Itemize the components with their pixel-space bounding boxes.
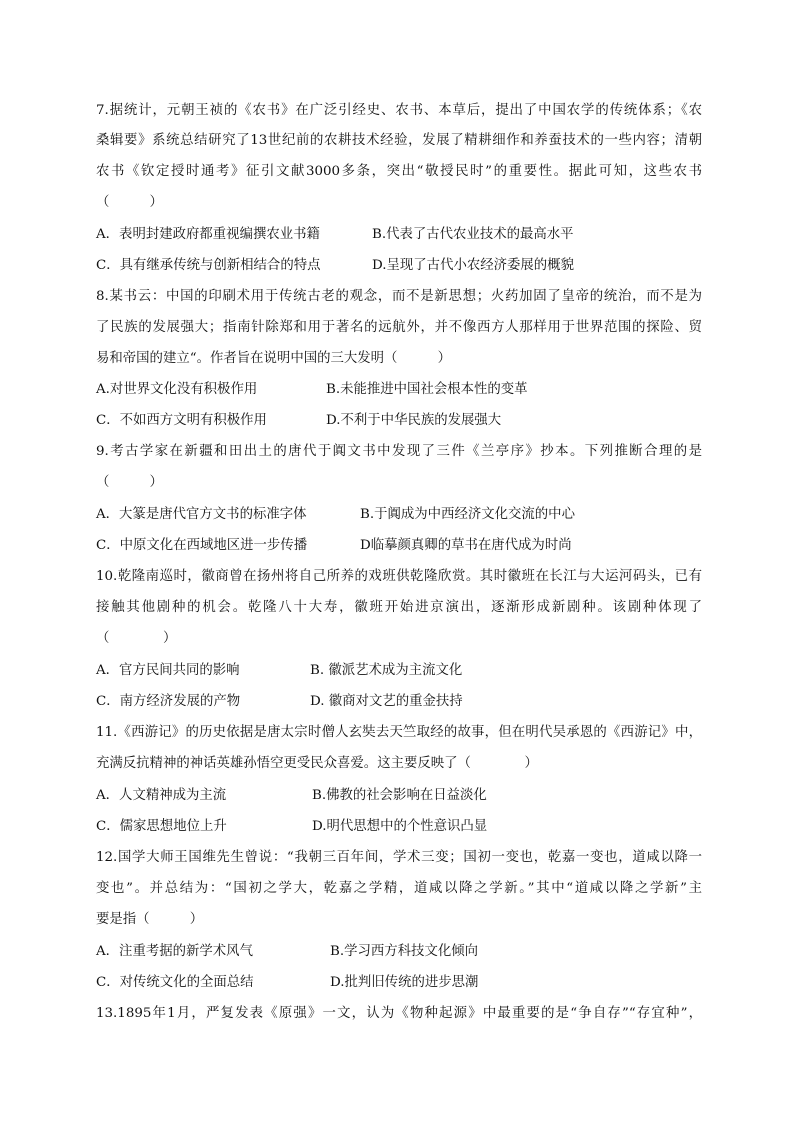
q8-stem-line-3: 易和帝国的建立“。作者旨在说明中国的三大发明（ ） (96, 351, 451, 366)
q9-option-c: C．中原文化在西域地区进一步传播 (96, 538, 308, 553)
q10-answer-blank: （ ） (96, 631, 177, 646)
q11-stem-line-2: 充满反抗精神的神话英雄孙悟空更受民众喜爱。这主要反映了（ ） (96, 756, 538, 771)
q8-stem-line-1: 8.某书云：中国的印刷术用于传统古老的观念，而不是新思想；火药加固了皇帝的统治，而不是为 (96, 289, 702, 304)
q9-option-b: B.于阗成为中西经济文化交流的中心 (360, 507, 575, 522)
q9-answer-blank: （ ） (96, 475, 163, 490)
q10-stem-line-2: 接触其他剧种的机会。乾隆八十大寿，徽班开始进京演出，逐渐形成新剧种。该剧种体现了 (96, 600, 702, 615)
q9-stem-line-1: 9.考古学家在新疆和田出土的唐代于阗文书中发现了三件《兰亭序》抄本。下列推断合理的是 (96, 444, 702, 459)
q8-stem-line-2: 了民族的发展强大；指南针除郑和用于著名的远航外，并不像西方人那样用于世界范围的探险、贸 (96, 320, 702, 335)
q9-option-d: D临摹颜真卿的草书在唐代成为时尚 (360, 538, 572, 553)
q10-stem-line-1: 10.乾隆南巡时，徽商曾在扬州将自己所养的戏班供乾隆欣赏。其时徽班在长江与大运河码头，已有 (96, 569, 702, 584)
q7-option-c: C．具有继承传统与创新相结合的特点 (96, 258, 321, 273)
q11-option-c: C．儒家思想地位上升 (96, 819, 227, 834)
q11-stem-line-1: 11.《西游记》的历史依据是唐太宗时僧人玄奘去天竺取经的故事，但在明代吴承恩的《西游记》中， (96, 725, 702, 740)
q7-option-a: A．表明封建政府都重视编撰农业书籍 (96, 227, 320, 242)
q13-stem-line-1: 13.1895年1月，严复发表《原强》一文，认为《物种起源》中最重要的是“争自存”“存宜种”， (96, 1006, 702, 1021)
q12-option-a: A．注重考据的新学术风气 (96, 944, 253, 959)
q8-option-d: D.不利于中华民族的发展强大 (326, 413, 502, 428)
q9-option-a: A．大篆是唐代官方文书的标准字体 (96, 507, 307, 522)
q12-option-d: D.批判旧传统的进步思潮 (330, 975, 479, 990)
q8-option-b: B.未能推进中国社会根本性的变革 (326, 382, 528, 397)
q7-stem-line-2: 桑辑要》系统总结研究了13世纪前的农耕技术经验，发展了精耕细作和养蚕技术的一些内容；清朝 (96, 133, 702, 148)
q11-option-d: D.明代思想中的个性意识凸显 (312, 819, 488, 834)
q12-option-b: B.学习西方科技文化倾向 (330, 944, 479, 959)
q10-option-b: B. 徽派艺术成为主流文化 (310, 663, 463, 678)
q7-option-b: B.代表了古代农业技术的最高水平 (372, 227, 574, 242)
q7-stem-line-3: 农书《钦定授时通考》征引文献3000多条，突出“敬授民时”的重要性。据此可知，这些农书 (96, 164, 702, 179)
q7-option-d: D.呈现了古代小农经济委展的概貌 (372, 258, 574, 273)
q12-stem-line-3: 要是指（ ） (96, 912, 204, 927)
q12-stem-line-2: 变也”。并总结为：“国初之学大，乾嘉之学精，道咸以降之学新。”其中“道咸以降之学新”主 (96, 881, 702, 896)
q7-stem-line-1: 7.据统计，元朝王祯的《农书》在广泛引经史、农书、本草后，提出了中国农学的传统体系；《农 (96, 103, 702, 118)
q10-option-a: A．官方民间共同的影响 (96, 663, 240, 678)
q11-option-a: A．人文精神成为主流 (96, 788, 227, 803)
q12-option-c: C．对传统文化的全面总结 (96, 975, 254, 990)
q8-option-a: A.对世界文化没有积极作用 (96, 382, 258, 397)
q12-stem-line-1: 12.国学大师王国维先生曾说：“我朝三百年间，学术三变；国初一变也，乾嘉一变也，道咸以降一 (96, 850, 702, 865)
q10-option-d: D. 徽商对文艺的重金扶持 (310, 694, 463, 709)
q8-option-c: C．不如西方文明有积极作用 (96, 413, 267, 428)
q11-option-b: B.佛教的社会影响在日益淡化 (312, 788, 487, 803)
q10-option-c: C．南方经济发展的产物 (96, 694, 241, 709)
q7-answer-blank: （ ） (96, 195, 163, 210)
